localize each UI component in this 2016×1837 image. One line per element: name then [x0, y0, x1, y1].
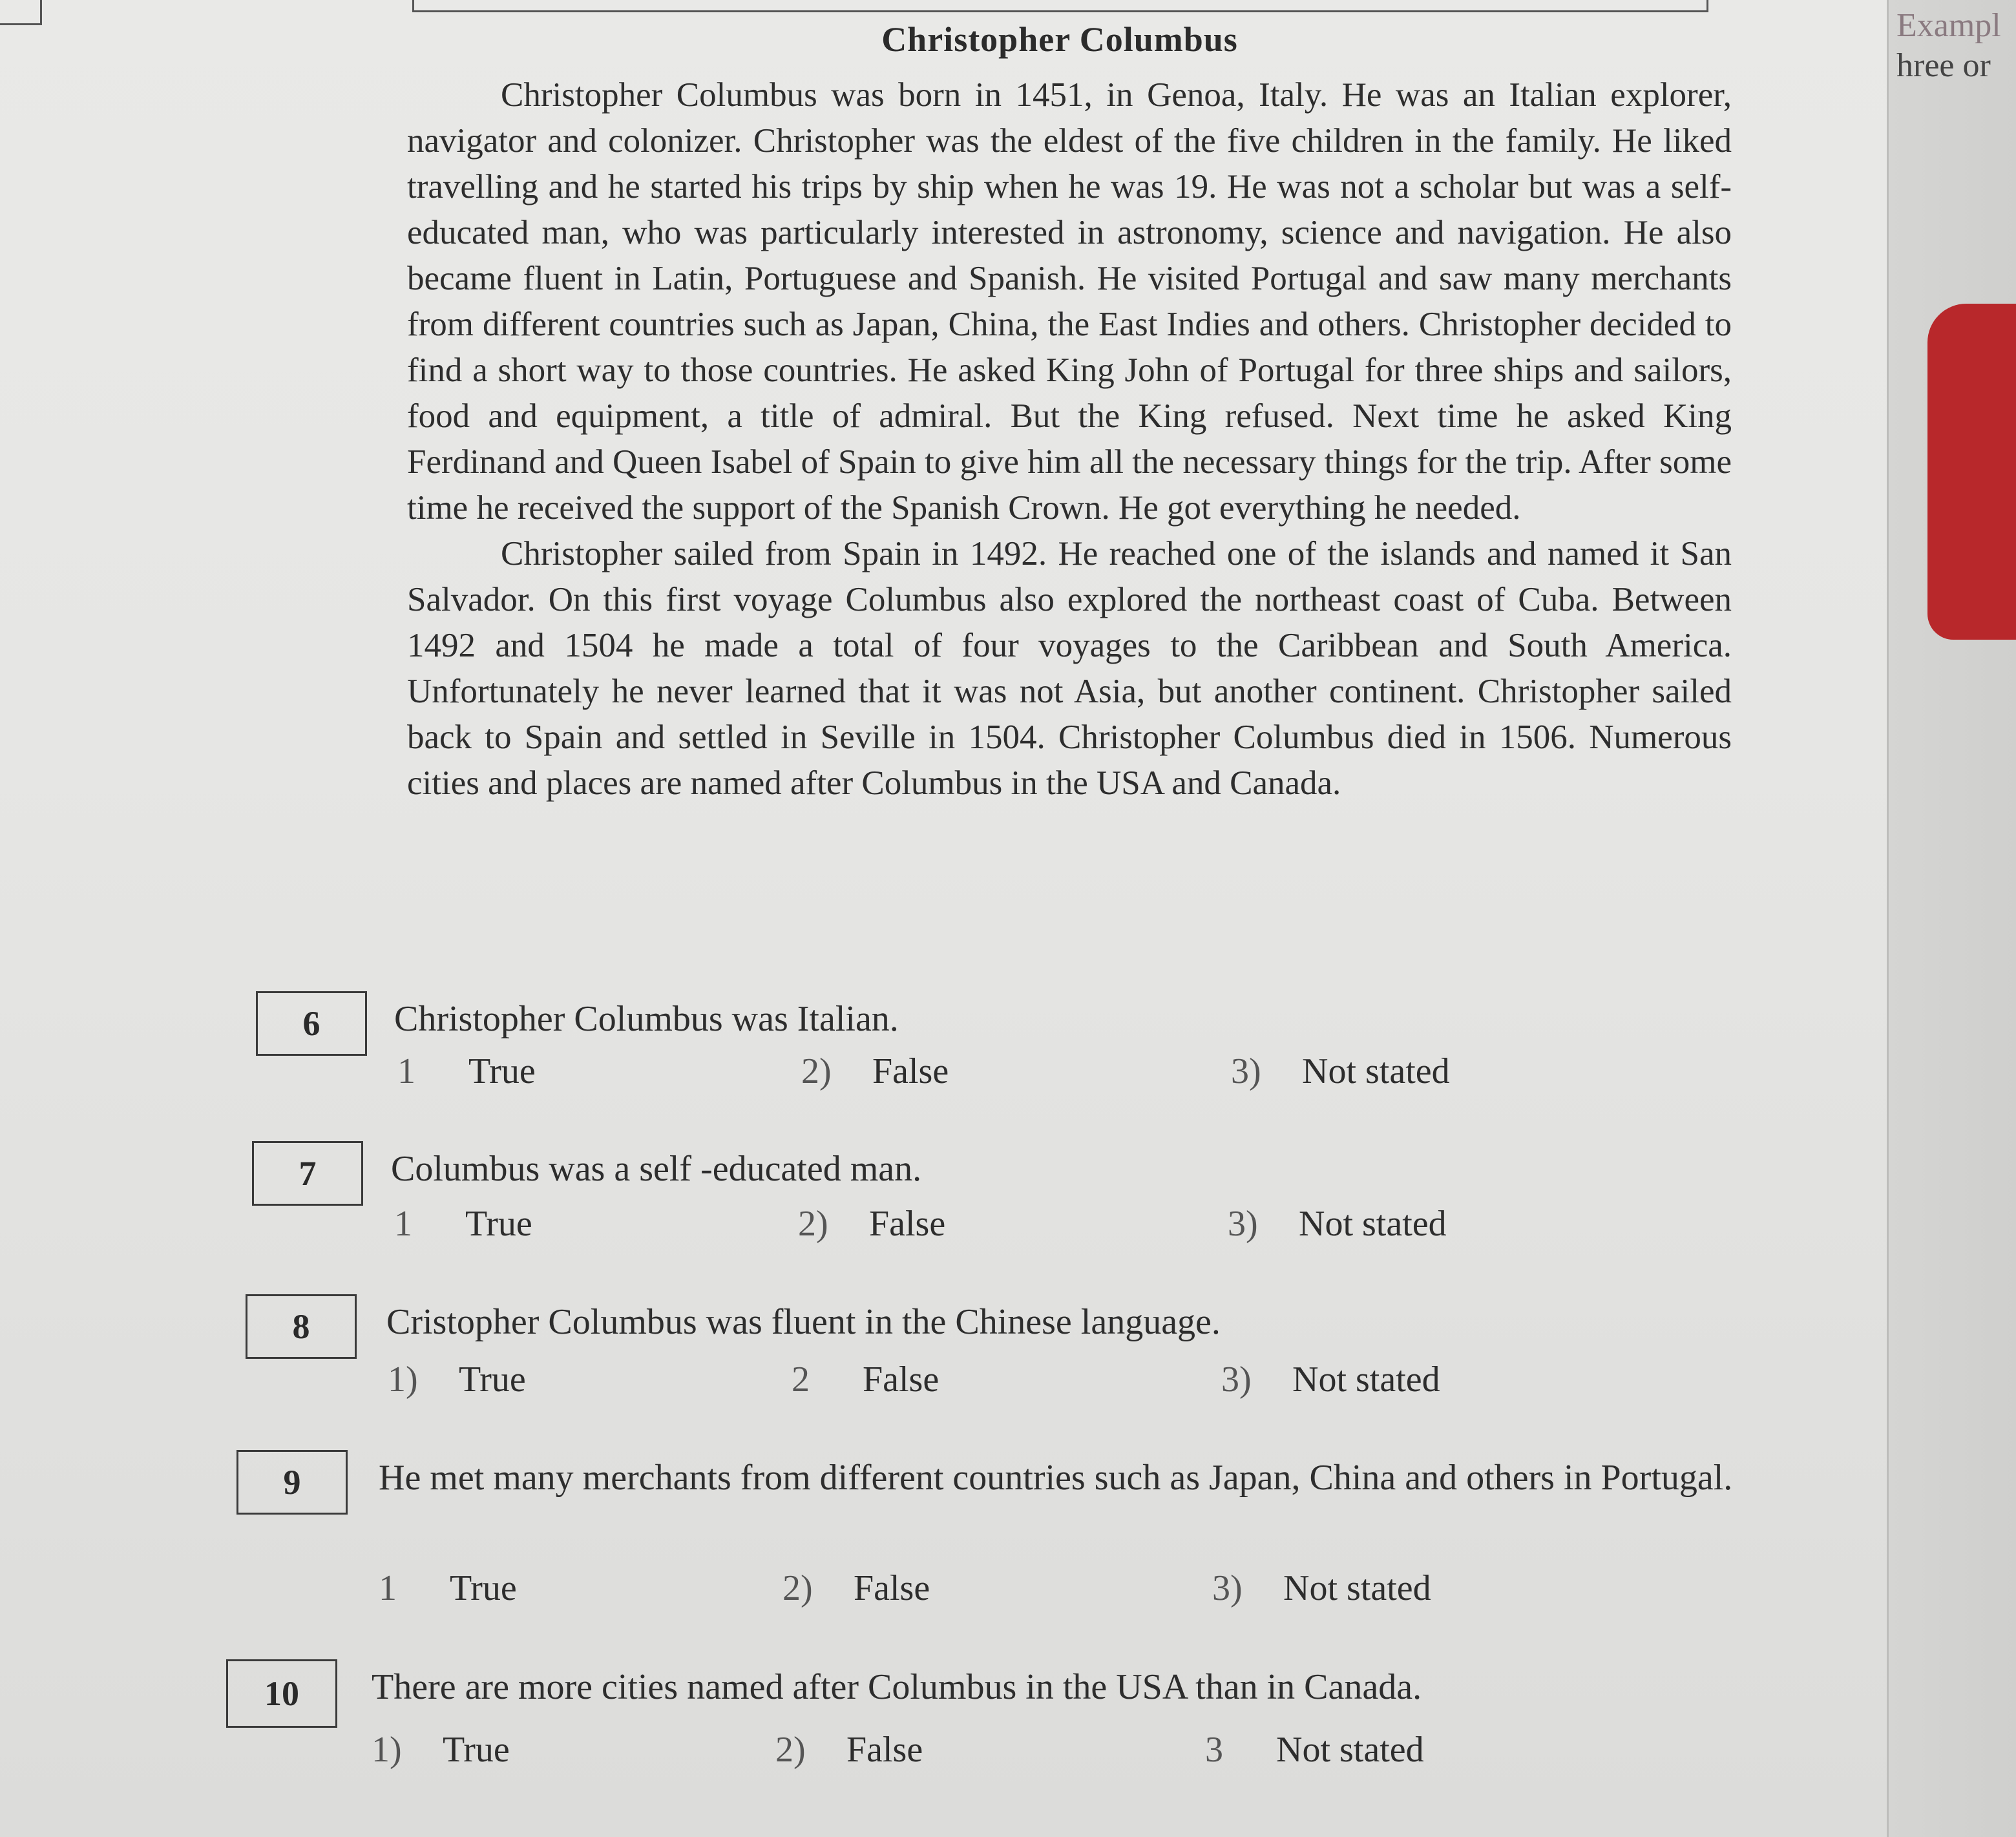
adjacent-page-text: hree or: [1896, 47, 1991, 84]
option-number: 3): [1231, 1051, 1261, 1091]
option-false[interactable]: [792, 1359, 939, 1400]
option-label: True: [450, 1568, 517, 1608]
option-label: False: [846, 1730, 923, 1770]
option-not-stated[interactable]: [1231, 1051, 1450, 1092]
question-number-box: 9: [236, 1450, 348, 1515]
article-text: [407, 72, 1732, 806]
option-number: 1: [397, 1051, 415, 1091]
answer-options: [397, 1051, 1819, 1102]
question-text: Christopher Columbus was Italian.: [394, 999, 899, 1039]
option-true[interactable]: [394, 1203, 532, 1244]
option-number: 3): [1212, 1568, 1243, 1608]
option-true[interactable]: [388, 1359, 526, 1400]
option-not-stated[interactable]: [1212, 1568, 1431, 1609]
article-title: Christopher Columbus: [881, 20, 1238, 59]
answer-options: [372, 1729, 1793, 1781]
option-label: False: [863, 1359, 940, 1400]
option-number: 1: [379, 1568, 397, 1608]
option-number: 2): [801, 1051, 832, 1091]
option-false[interactable]: [798, 1203, 945, 1244]
article-paragraph: Christopher sailed from Spain in 1492. He reached one of the islands and named it San Salvador. On this first voyage Columbus also explored the northeast coast of Cuba. Between 1492 and 1504 he made a total of four voyages to the Caribbean and South America. Unfortunately he never learned that it was not Asia, but another continent. Christopher sailed back to Spain and settled in Seville in 1504. Christopher Columbus died in 1506. Numerous cities and places are named after Columbus in the USA and Canada.: [407, 535, 1732, 802]
question-number-box: 6: [256, 991, 367, 1056]
option-label: False: [872, 1051, 949, 1091]
option-label: Not stated: [1292, 1359, 1440, 1400]
option-label: False: [869, 1204, 946, 1244]
option-label: Not stated: [1302, 1051, 1450, 1091]
option-label: Not stated: [1283, 1568, 1431, 1608]
option-true[interactable]: [372, 1729, 510, 1770]
question-text: Columbus was a self -educated man.: [391, 1149, 922, 1189]
option-number: 2): [775, 1730, 806, 1770]
option-label: True: [443, 1730, 510, 1770]
option-not-stated[interactable]: [1228, 1203, 1447, 1244]
option-number: 1): [372, 1730, 402, 1770]
option-number: 2: [792, 1359, 810, 1400]
adjacent-page-text: Exampl: [1896, 7, 2001, 44]
question-number-box: 7: [252, 1141, 363, 1206]
question-text: There are more cities named after Columbus in the USA than in Canada.: [372, 1667, 1422, 1707]
option-label: False: [854, 1568, 930, 1608]
option-label: True: [468, 1051, 536, 1091]
option-label: True: [465, 1204, 532, 1244]
option-number: 3: [1205, 1730, 1223, 1770]
adjacent-page: [1887, 0, 2016, 1837]
option-number: 1): [388, 1359, 418, 1400]
option-label: Not stated: [1276, 1730, 1424, 1770]
option-false[interactable]: [775, 1729, 923, 1770]
question-text: Cristopher Columbus was fluent in the Chinese language.: [386, 1302, 1221, 1342]
top-frame-rule: [412, 0, 1708, 12]
option-number: 2): [798, 1204, 828, 1244]
option-number: 1: [394, 1204, 412, 1244]
red-object: [1927, 304, 2016, 640]
question-number-box: 8: [246, 1294, 357, 1359]
question-text: He met many merchants from different countries such as Japan, China and others in Portugal.: [379, 1458, 1733, 1498]
option-label: True: [459, 1359, 526, 1400]
article-paragraph: Christopher Columbus was born in 1451, in Genoa, Italy. He was an Italian explorer, navigator and colonizer. Christopher was the eldest of the five children in the family. He liked travelling and he started his trips by ship when he was 19. He was not a scholar but was a self- educated man, who was particularly interested in astronomy, science and navigation. He also became fluent in Latin, Portuguese and Spanish. He visited Portugal and saw many merchants from different countries such as Japan, China, the East Indies and others. Christopher decided to find a short way to those countries. He asked King John of Portugal for three ships and sailors, food and equipment, a title of admiral. But the King refused. Next time he asked King Ferdinand and Queen Isabel of Spain to give him all the necessary things for the trip. After some time he received the support of the Spanish Crown. He got everything he needed.: [407, 76, 1732, 527]
answer-options: [394, 1203, 1816, 1255]
answer-options: [388, 1359, 1809, 1411]
option-false[interactable]: [782, 1568, 930, 1609]
option-true[interactable]: [397, 1051, 536, 1092]
option-number: 3): [1221, 1359, 1252, 1400]
option-number: 2): [782, 1568, 813, 1608]
option-not-stated[interactable]: [1205, 1729, 1424, 1770]
answer-options: [379, 1568, 1800, 1619]
option-label: Not stated: [1299, 1204, 1447, 1244]
option-not-stated[interactable]: [1221, 1359, 1440, 1400]
option-false[interactable]: [801, 1051, 949, 1092]
option-number: 3): [1228, 1204, 1258, 1244]
question-number-box: 10: [226, 1659, 337, 1728]
option-true[interactable]: [379, 1568, 517, 1609]
